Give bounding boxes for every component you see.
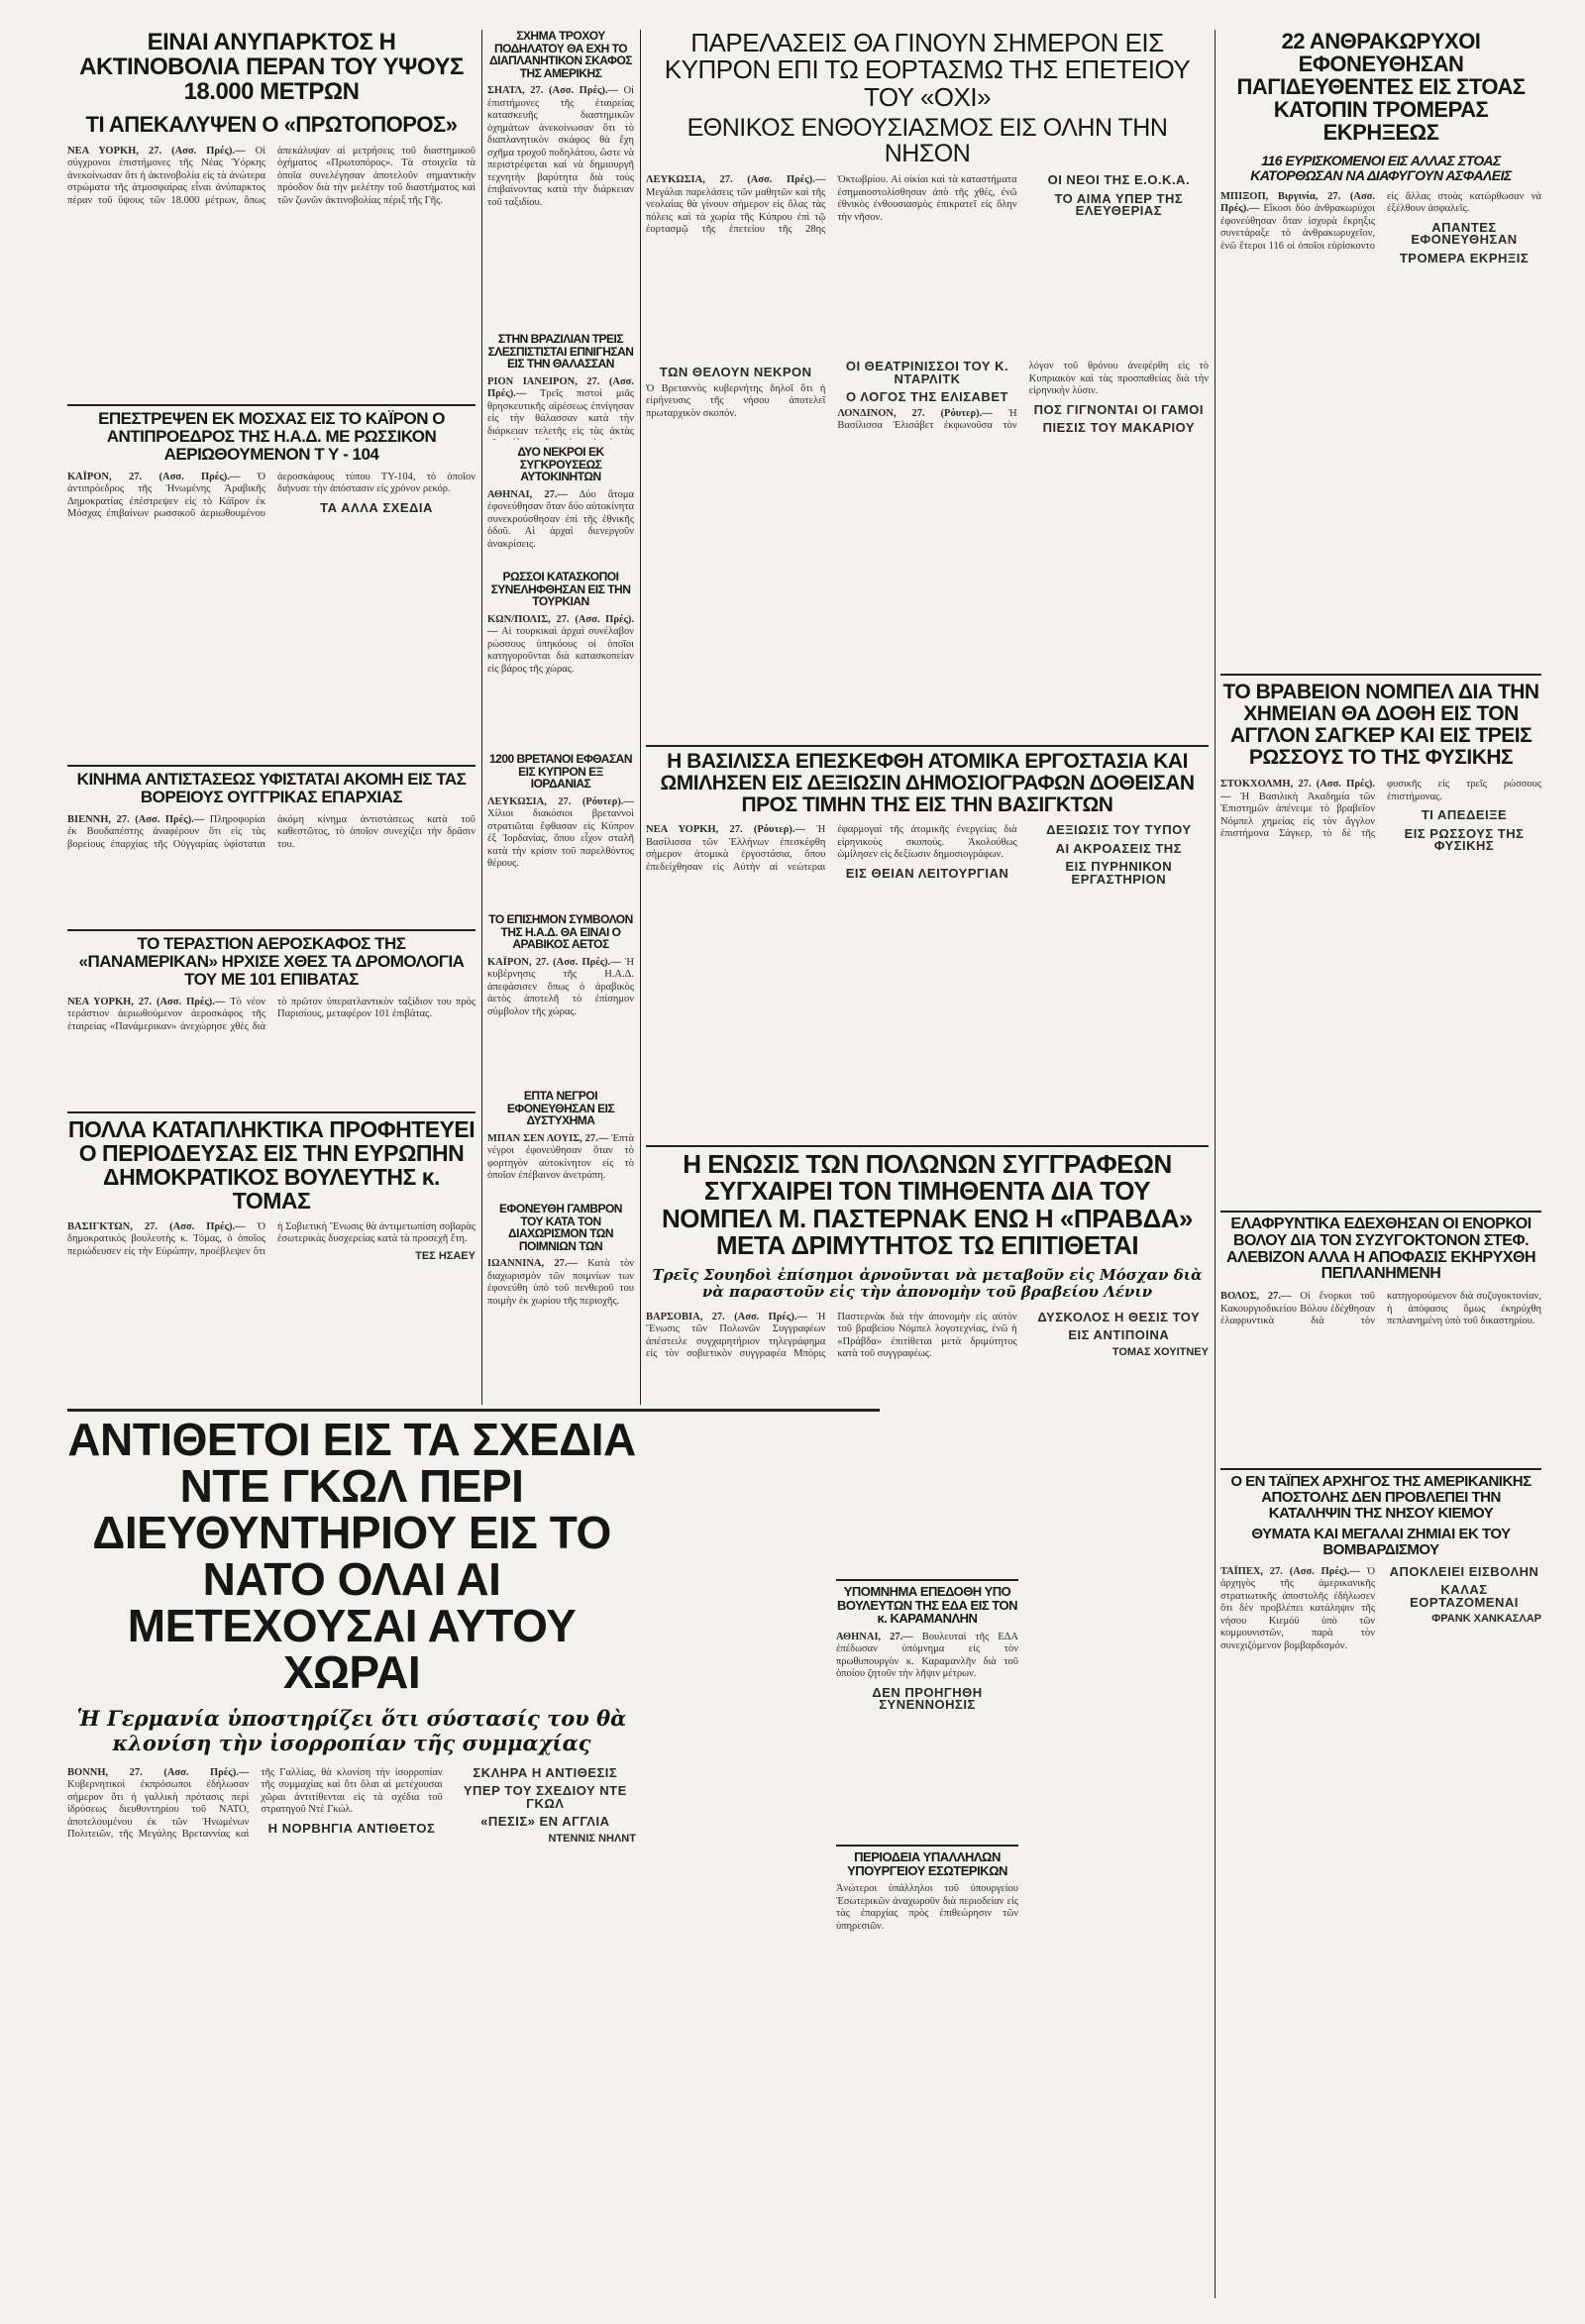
body-text: Ἡ Βασίλισσα Ἐλισάβετ ἐκφωνοῦσα τὸν λόγον τοῦ θρόνου ἀνεφέρθη εἰς τὸ Κυπριακὸν καὶ τὰς προσπαθείας διὰ τὴν εἰρηνικὴν λύσιν.	[837, 361, 1209, 431]
subhead: ΑΙ ΑΚΡΟΑΣΕΙΣ ΤΗΣ	[1055, 840, 1182, 856]
divider	[67, 929, 476, 931]
subhead: Ο ΛΟΓΟΣ ΤΗΣ ΕΛΙΣΑΒΕΤ	[846, 389, 1008, 404]
dateline: ΝΕΑ ΥΟΡΚΗ, 27. (Ρόυτερ).—	[646, 824, 806, 836]
article-cyprus	[646, 30, 1209, 357]
headline: Η ΒΑΣΙΛΙΣΣΑ ΕΠΕΣΚΕΦΘΗ ΑΤΟΜΙΚΑ ΕΡΓΟΣΤΑΣΙΑ ΚΑΙ ΩΜΙΛΗΣΕΝ ΕΙΣ ΔΕΞΙΩΣΙΝ ΔΗΜΟΣΙΟΓΡΑΦΩΝ ΔΟΘΕΙΣΑΝ ΠΡΟΣ ΤΙΜΗΝ ΤΗΣ ΕΙΣ ΤΗΝ ΒΑΣΙΓΚΤΩΝ	[660, 751, 1195, 817]
article-body	[836, 1632, 1018, 1712]
article-nato	[67, 1417, 636, 2298]
subhead: ΕΙΣ ΡΩΣΣΟΥΣ ΤΗΣ ΦΥΣΙΚΗΣ	[1404, 825, 1525, 854]
body-text: Αἱ τουρκικαὶ ἀρχαὶ συνέλαβον ρώσσους ὑπηκόους οἱ ὁποῖοι κατηγοροῦνται διὰ κατασκοπείαν εἰς βάρος τῆς χώρας.	[487, 626, 634, 675]
subhead: ΥΠΕΡ ΤΟΥ ΣΧΕΔΙΟΥ ΝΤΕ ΓΚΩΛ	[463, 1783, 627, 1811]
article-british	[487, 753, 634, 907]
headline: ΕΦΟΝΕΥΘΗ ΓΑΜΒΡΟΝ ΤΟΥ ΚΑΤΑ ΤΟΝ ΔΙΑΧΩΡΙΣΜΟΝ ΤΩΝ ΠΟΙΜΝΙΩΝ ΤΩΝ	[499, 1203, 622, 1253]
column-rule	[481, 30, 482, 1405]
article-wheel	[487, 30, 634, 327]
subhead: ΑΠΑΝΤΕΣ ΕΦΟΝΕΥΘΗΣΑΝ	[1411, 219, 1518, 248]
dateline: ΒΟΝΝΗ, 27. (Ασσ. Πρές).—	[67, 1766, 250, 1778]
body-text: Ἑπτὰ νέγροι ἐφονεύθησαν ὅταν τὸ φορτηγὸν αὐτοκίνητον εἰς τὸ ὁποῖον ἐπέβαινον ἀνετράπη.	[487, 1132, 634, 1182]
headline: ΠΟΛΛΑ ΚΑΤΑΠΛΗΚΤΙΚΑ ΠΡΟΦΗΤΕΥΕΙ Ο ΠΕΡΙΟΔΕΥΣΑΣ ΕΙΣ ΤΗΝ ΕΥΡΩΠΗΝ ΔΗΜΟΚΡΑΤΙΚΟΣ ΒΟΥΛΕΥΤΗΣ κ. ΤΟΜΑΣ	[67, 1117, 476, 1215]
article-body	[646, 361, 1209, 737]
body-text: Ἡ κυβέρνησις τῆς Η.Α.Δ. ἀπεφάσισεν ὅπως ὁ ἀραβικὸς ἀετὸς ἀποτελῆ τὸ ἐπίσημον σύμβολον τῆς χώρας.	[487, 956, 634, 1017]
article-spies	[487, 571, 634, 747]
divider	[67, 1111, 476, 1113]
article-body	[67, 1764, 636, 2298]
article-negroes	[487, 1090, 634, 1197]
headline: ΤΟ ΤΕΡΑΣΤΙΟΝ ΑΕΡΟΣΚΑΦΟΣ ΤΗΣ «ΠΑΝΑΜΕΡΙΚΑΝ» ΗΡΧΙΣΕ ΧΘΕΣ ΤΑ ΔΡΟΜΟΛΟΓΙΑ ΤΟΥ ΜΕ 101 ΕΠΙΒΑΤΑΣ	[78, 935, 465, 989]
dateline: ΛΟΝΔΙΝΟΝ, 27. (Ρόυτερ).—	[837, 407, 993, 419]
article-taipei	[1220, 1474, 1541, 2298]
headline: ΑΝΤΙΘΕΤΟΙ ΕΙΣ ΤΑ ΣΧΕΔΙΑ ΝΤΕ ΓΚΩΛ ΠΕΡΙ ΔΙΕΥΘΥΝΤΗΡΙΟΥ ΕΙΣ ΤΟ ΝΑΤΟ ΟΛΑΙ ΑΙ ΜΕΤΕΧΟΥΣΑΙ ΑΥΤΟΥ ΧΩΡΑΙ	[67, 1417, 636, 1698]
article-body	[67, 814, 476, 919]
subhead: ΣΚΛΗΡΑ Η ΑΝΤΙΘΕΣΙΣ	[473, 1764, 618, 1780]
divider	[646, 745, 1209, 747]
subhead: ΤΩΝ ΘΕΛΟΥΝ ΝΕΚΡΟΝ	[659, 365, 812, 379]
article-radiation	[67, 30, 476, 402]
article-brazil	[487, 333, 634, 440]
dateline: ΝΕΑ ΥΟΡΚΗ, 27. (Ασσ. Πρές).—	[67, 145, 246, 157]
dateline: ΒΙΕΝΝΗ, 27. (Ασσ. Πρές).—	[67, 813, 205, 825]
headline: ΣΤΗΝ ΒΡΑΖΙΛΙΑΝ ΤΡΕΙΣ ΣΛΕΣΠΙΣΤΙΣΤΑΙ ΕΠΝΙΓΗΣΑΝ ΕΙΣ ΤΗΝ ΘΑΛΑΣΣΑΝ	[487, 333, 634, 371]
headline: ΠΕΡΙΟΔΕΙΑ ΥΠΑΛΛΗΛΩΝ ΥΠΟΥΡΓΕΙΟΥ ΕΣΩΤΕΡΙΚΩΝ	[847, 1849, 1007, 1878]
body-text: Ἀνώτεροι ὑπάλληλοι τοῦ ὑπουργείου Ἐσωτερικῶν ἀναχωροῦν διὰ περιοδείαν εἰς τὰς ἐπαρχίας πρὸς ἐπιθεώρησιν τῶν ὑπηρεσιῶν.	[836, 1883, 1018, 1932]
dateline: ΜΠΑΝ ΣΕΝ ΛΟΥΙΣ, 27.—	[487, 1132, 609, 1144]
article-shepherds	[487, 1203, 634, 1405]
article-body	[1220, 191, 1541, 627]
dateline: ΜΠΙΞΟΠ, Βιργινία, 27. (Ασσ. Πρές).—	[1220, 190, 1375, 215]
dateline: ΛΕΥΚΩΣΙΑ, 27. (Ασσ. Πρές).—	[646, 174, 826, 186]
divider	[1220, 674, 1541, 676]
dateline: ΒΑΡΣΟΒΙΑ, 27. (Ασσ. Πρές).—	[646, 1311, 807, 1322]
divider	[1220, 1211, 1541, 1213]
body-text: Χίλιοι διακόσιοι βρεταννοὶ στρατιῶται ἔφθασαν εἰς Κύπρον ἐξ Ἰορδανίας, ὅπου εἶχον σταλῆ κατὰ τὴν κρίσιν τοῦ παρελθόντος θέρους.	[487, 808, 634, 870]
subhead: ΟΙ ΝΕΟΙ ΤΗΣ Ε.Ο.Κ.Α.	[1047, 172, 1191, 188]
article-body	[1220, 779, 1541, 1175]
dateline: ΙΩΑΝΝΙΝΑ, 27.—	[487, 1258, 578, 1270]
article-eagle	[487, 913, 634, 1084]
article-officials	[836, 1845, 1018, 2064]
body-text: Πληροφορίαι ἐκ Βουδαπέστης ἀναφέρουν ὅτι εἰς τὰς βορείους ἐπαρχίας τῆς Οὐγγαρίας ὑφίσταται ἀκόμη κίνημα ἀντιστάσεως κατὰ τοῦ καθεστῶτος, τὸ ὁποῖον συνεχίζει τὴν δρᾶσιν του.	[67, 813, 476, 850]
deck: ΕΘΝΙΚΟΣ ΕΝΘΟΥΣΙΑΣΜΟΣ ΕΙΣ ΟΛΗΝ ΤΗΝ ΝΗΣΟΝ	[687, 113, 1168, 168]
subhead: ΕΙΣ ΠΥΡΗΝΙΚΟΝ ΕΡΓΑΣΤΗΡΙΟΝ	[1065, 859, 1173, 887]
article-miners	[1220, 30, 1541, 664]
subhead: ΔΕΞΙΩΣΙΣ ΤΟΥ ΤΥΠΟΥ	[1046, 822, 1192, 838]
body-text: Οἱ ἐπιστήμονες τῆς ἑταιρείας κατασκευῆς διαστημικῶν ὀχημάτων ἀνεκοίνωσαν ὅτι τὸ διαπλανητικὸν σκάφος θὰ ἔχη σχῆμα τροχοῦ ποδηλάτου, ὥστε νὰ περιστρέφεται καὶ νὰ δημιουργῆ τεχνητὴν βαρύτητα διὰ τοὺς ἐπιβαίνοντας κατὰ τὴν διάρκειαν τοῦ ταξιδίου.	[487, 85, 634, 208]
dateline: ΒΑΣΙΓΚΤΩΝ, 27. (Ασσ. Πρές).—	[67, 1220, 246, 1232]
article-body	[1220, 1563, 1541, 2279]
dateline: ΚΩΝ/ΠΟΛΙΣ, 27. (Ασσ. Πρές).—	[487, 613, 634, 638]
subhead: ΤΡΟΜΕΡΑ ΕΚΡΗΞΙΣ	[1399, 250, 1530, 265]
article-body	[487, 796, 634, 871]
article-elizabeth	[646, 361, 1209, 737]
byline: ΦΡΑΝΚ ΧΑΝΚΑΣΛΑΡ	[1431, 1613, 1541, 1626]
body-text: Μεγάλαι παρελάσεις τῶν μαθητῶν καὶ τῆς νεολαίας θὰ γίνουν σήμερον εἰς ὅλας τὰς πόλεις καὶ τὰ χωρία τῆς Κύπρου ἐπὶ τῷ ἑορτασμῷ τῆς ἐπετείου τῆς 28ης Ὀκτωβρίου. Αἱ οἰκίαι καὶ τὰ καταστήματα ἐσημαιοστολίσθησαν ἀπὸ τῆς χθές, ἐνῶ ἐθνικὸς ἐνθουσιασμὸς ἐπικρατεῖ εἰς ὅλην τὴν νῆσον.	[646, 174, 1017, 236]
body-text: Κατὰ τὸν διαχωρισμὸν τῶν ποιμνίων των ἐφονεύθη ὑπὸ τοῦ πενθεροῦ του ποιμὴν ἐκ χωρίου τῆς περιοχῆς.	[487, 1258, 634, 1307]
article-body	[487, 1258, 634, 1308]
article-body	[487, 85, 634, 209]
deck: Τρεῖς Σουηδοὶ ἐπίσημοι ἀρνοῦνται νὰ μεταβοῦν εἰς Μόσχαν διὰ νὰ παραστοῦν εἰς τὴν ἀπονομὴν τοῦ βραβείου Λένιν	[652, 1266, 1203, 1302]
headline: ΕΙΝΑΙ ΑΝΥΠΑΡΚΤΟΣ Η ΑΚΤΙΝΟΒΟΛΙΑ ΠΕΡΑΝ ΤΟΥ ΥΨΟΥΣ 18.000 ΜΕΤΡΩΝ	[79, 30, 464, 106]
article-body	[487, 489, 634, 552]
article-memo	[836, 1579, 1018, 1839]
byline: ΤΟΜΑΣ ΧΟΥΙΤΝΕΥ	[1111, 1345, 1209, 1358]
body-text: Βουλευταὶ τῆς ΕΔΑ ἐπέδωσαν ὑπόμνημα εἰς τὸν πρωθυπουργὸν κ. Καραμανλῆν διὰ τοῦ ὁποίου ζητοῦν τὴν λῆψιν μέτρων.	[836, 1631, 1018, 1680]
subhead: ΑΠΟΚΛΕΙΕΙ ΕΙΣΒΟΛΗΝ	[1389, 1563, 1539, 1579]
headline: ΡΩΣΣΟΙ ΚΑΤΑΣΚΟΠΟΙ ΣΥΝΕΛΗΦΘΗΣΑΝ ΕΙΣ ΤΗΝ ΤΟΥΡΚΙΑΝ	[490, 571, 631, 609]
article-body	[67, 1221, 476, 1406]
body-text: Ἡ Ἕνωσις τῶν Πολωνῶν Συγγραφέων ἀπέστειλε συγχαρητήριον τηλεγράφημα εἰς τὸν σοβιετικὸν συγγραφέα Μπόρις Παστερνὰκ διὰ τὴν ἀπονομὴν εἰς αὐτὸν τοῦ βραβείου Νόμπελ λογοτεχνίας, ἐνῶ ἡ «Πράβδα» ἐπιτίθεται μετὰ δριμύτητος κατὰ τοῦ συγγραφέως.	[646, 1311, 1017, 1360]
article-body	[646, 1309, 1209, 1569]
headline: ΕΠΤΑ ΝΕΓΡΟΙ ΕΦΟΝΕΥΘΗΣΑΝ ΕΙΣ ΔΥΣΤΥΧΗΜΑ	[506, 1090, 615, 1128]
subhead: ΤΙ ΑΠΕΔΕΙΞΕ	[1421, 807, 1508, 823]
article-nobel	[1220, 682, 1541, 1197]
article-body	[487, 1133, 634, 1183]
subhead: «ΠΕΣΙΣ» ΕΝ ΑΓΓΛΙΑ	[480, 1814, 610, 1830]
body-text: Ἡ Βασίλισσα τῶν Ἑλλήνων ἐπεσκέφθη σήμερον ἀτομικὰ ἐργοστάσια, ὅπου ἐπεδείχθησαν εἰς Αὐτὴν αἱ νεώτεραι ἐφαρμογαὶ τῆς ἀτομικῆς ἐνεργείας διὰ εἰρηνικοὺς σκοπούς. Ἀκολούθως ὡμίλησεν εἰς δεξίωσιν δημοσιογράφων.	[646, 824, 1017, 873]
body-text: Τρεῖς πιστοὶ μιᾶς θρησκευτικῆς αἱρέσεως ἐπνίγησαν εἰς τὴν θάλασσαν κατὰ τὴν διάρκειαν τελετῆς εἰς τὰς ἀκτὰς	[487, 388, 634, 437]
body-text: Ὁ δημοκρατικὸς βουλευτὴς κ. Τόμας, ὁ ὁποῖος περιώδευσεν εἰς τὴν Εὐρώπην, προέβλεψεν ὅτι ἡ Σοβιετικὴ Ἕνωσις θὰ ἀντιμετωπίση σοβαρὰς ἐσωτερικὰς δυσχερείας κατὰ τὰ προσεχῆ ἔτη.	[67, 1220, 476, 1257]
article-hungary	[67, 771, 476, 927]
body-text: Κυβερνητικοὶ ἐκπρόσωποι ἐδήλωσαν σήμερον ὅτι ἡ γαλλικὴ πρότασις περὶ ἱδρύσεως διευθυντηρίου τοῦ ΝΑΤΟ, ἀποτελουμένου ἐκ τῶν Ἡνωμένων Πολιτειῶν, τῆς Μεγάλης Βρεταννίας καὶ τῆς Γαλλίας, θὰ κλονίση τὴν ἰσορροπίαν τῆς συμμαχίας καὶ ὅτι ὅλαι αἱ μετέχουσαι χῶραι ἀντιτίθενται εἰς τὰ σχέδια τοῦ στρατηγοῦ Ντὲ Γκώλ.	[67, 1766, 443, 1841]
article-body	[67, 997, 476, 1109]
article-thomas	[67, 1117, 476, 1407]
body-text: Τὸ νέον τεράστιον ἀεριωθούμενον ἀεροσκάφος τῆς ἑταιρείας «Πανάμερικαν» ἀνεχώρησε χθὲς διὰ τὸ πρῶτον ὑπερατλαντικὸν ταξίδιον του πρὸς Παρισίους, μεταφέρον 101 ἐπιβάτας.	[67, 996, 476, 1032]
article-body	[67, 146, 476, 402]
headline: ΣΧΗΜΑ ΤΡΟΧΟΥ ΠΟΔΗΛΑΤΟΥ ΘΑ ΕΧΗ ΤΟ ΔΙΑΠΛΑΝΗΤΙΚΟΝ ΣΚΑΦΟΣ ΤΗΣ ΑΜΕΡΙΚΗΣ	[488, 30, 632, 80]
dateline: ΤΑΪΠΕΧ, 27. (Ασσ. Πρές).—	[1220, 1565, 1360, 1577]
body-text: Δύο ἄτομα ἐφονεύθησαν ὅταν δύο αὐτοκίνητα συνεκρούσθησαν ἐπὶ τῆς ἐθνικῆς ὁδοῦ. Αἱ ἀρχαὶ διενεργοῦν ἀνακρίσεις.	[487, 488, 634, 550]
dateline: ΒΟΛΟΣ, 27.—	[1220, 1291, 1292, 1303]
divider	[67, 404, 476, 406]
article-queen	[646, 751, 1209, 1137]
dateline: ΝΕΑ ΥΟΡΚΗ, 27. (Ασσ. Πρές).—	[67, 996, 226, 1007]
article-body	[646, 174, 1209, 357]
headline: Η ΕΝΩΣΙΣ ΤΩΝ ΠΟΛΩΝΩΝ ΣΥΓΓΡΑΦΕΩΝ ΣΥΓΧΑΙΡΕΙ ΤΟΝ ΤΙΜΗΘΕΝΤΑ ΔΙΑ ΤΟΥ ΝΟΜΠΕΛ Μ. ΠΑΣΤΕΡΝΑΚ ΕΝΩ Η «ΠΡΑΒΔΑ» ΜΕΤΑ ΔΡΙΜΥΤΗΤΟΣ ΤΩ ΕΠΙΤΙΘΕΤΑΙ	[661, 1151, 1194, 1260]
dateline: ΣΤΟΚΧΟΛΜΗ, 27. (Ασσ. Πρές).—	[1220, 779, 1375, 802]
article-body	[646, 824, 1209, 1109]
article-body	[487, 614, 634, 677]
subhead: ΕΙΣ ΘΕΙΑΝ ΛΕΙΤΟΥΡΓΙΑΝ	[845, 865, 1009, 881]
subhead: ΟΙ ΘΕΑΤΡΙΝΙΣΣΟΙ ΤΟΥ Κ. ΝΤΑΡΛΙΤΚ	[845, 361, 1009, 386]
subhead: ΕΙΣ ΑΝΤΙΠΟΙΝΑ	[1068, 1327, 1170, 1343]
byline: ΤΕΣ ΗΣΑΕΥ	[415, 1249, 476, 1262]
article-moscow	[67, 410, 476, 763]
subhead: ΤΟ ΑΙΜΑ ΥΠΕΡ ΤΗΣ ΕΛΕΥΘΕΡΙΑΣ	[1054, 190, 1184, 219]
headline: ΤΟ ΕΠΙΣΗΜΟΝ ΣΥΜΒΟΛΟΝ ΤΗΣ Η.Α.Δ. ΘΑ ΕΙΝΑΙ Ο ΑΡΑΒΙΚΟΣ ΑΕΤΟΣ	[488, 913, 633, 952]
body-text: Εἴκοσι δύο ἀνθρακωρύχοι ἐφονεύθησαν ὅταν ἰσχυρὰ ἔκρηξις συνετάραξε τὸ ἀνθρακωρυχεῖον, ἐνῶ ἕτεροι 116 οἱ ὁποῖοι εὑρίσκοντο εἰς ἄλλας στοὰς κατώρθωσαν νὰ ἐξέλθουν ἀσφαλεῖς.	[1220, 190, 1541, 252]
article-body	[487, 957, 634, 1019]
dateline: ΑΘΗΝΑΙ, 27.—	[836, 1631, 913, 1642]
byline: ΝΤΕΝΝΙΣ ΝΗΛΝΤ	[548, 1832, 636, 1845]
article-jurors	[1220, 1216, 1541, 1464]
headline: ΥΠΟΜΝΗΜΑ ΕΠΕΔΟΘΗ ΥΠΟ ΒΟΥΛΕΥΤΩΝ ΤΗΣ ΕΔΑ ΕΙΣ ΤΟΝ κ. ΚΑΡΑΜΑΝΛΗΝ	[837, 1584, 1017, 1627]
headline: ΤΟ ΒΡΑΒΕΙΟΝ ΝΟΜΠΕΛ ΔΙΑ ΤΗΝ ΧΗΜΕΙΑΝ ΘΑ ΔΟΘΗ ΕΙΣ ΤΟΝ ΑΓΓΛΟΝ ΣΑΓΚΕΡ ΚΑΙ ΕΙΣ ΤΡΕΙΣ ΡΩΣΣΟΥΣ ΤΟ ΤΗΣ ΦΥΣΙΚΗΣ	[1222, 682, 1539, 770]
headline: 1200 ΒΡΕΤΑΝΟΙ ΕΦΘΑΣΑΝ ΕΙΣ ΚΥΠΡΟΝ ΕΞ ΙΟΡΔΑΝΙΑΣ	[488, 753, 633, 792]
column-rule	[640, 30, 641, 1405]
headline: ΠΑΡΕΛΑΣΕΙΣ ΘΑ ΓΙΝΟΥΝ ΣΗΜΕΡΟΝ ΕΙΣ ΚΥΠΡΟΝ ΕΠΙ ΤΩ ΕΟΡΤΑΣΜΩ ΤΗΣ ΕΠΕΤΕΙΟΥ ΤΟΥ «ΟΧΙ»	[664, 30, 1191, 112]
subhead: ΠΙΕΣΙΣ ΤΟΥ ΜΑΚΑΡΙΟΥ	[1042, 420, 1196, 435]
dateline: ΚΑΪΡΟΝ, 27. (Ασσ. Πρές).—	[67, 471, 241, 482]
dateline: ΛΕΥΚΩΣΙΑ, 27. (Ρόυτερ).—	[487, 795, 634, 807]
deck: ΤΙ ΑΠΕΚΑΛΥΨΕΝ Ο «ΠΡΩΤΟΠΟΡΟΣ»	[85, 111, 458, 137]
subhead: ΔΥΣΚΟΛΟΣ Η ΘΕΣΙΣ ΤΟΥ	[1037, 1309, 1201, 1324]
body-text: Ὁ ἀντιπρόεδρος τῆς Ἡνωμένης Ἀραβικῆς Δημοκρατίας ἐπέστρεψεν εἰς τὸ Κάϊρον ἐκ Μόσχας ἐπιβαίνων ρωσσικοῦ ἀεριωθουμένου ἀεροσκάφους τύπου ΤΥ-104, τὸ ὁποῖον διήνυσε τὴν ἀπόστασιν εἰς χρόνον ρεκόρ.	[67, 471, 476, 520]
headline: ΕΠΕΣΤΡΕΨΕΝ ΕΚ ΜΟΣΧΑΣ ΕΙΣ ΤΟ ΚΑΪΡΟΝ Ο ΑΝΤΙΠΡΟΕΔΡΟΣ ΤΗΣ Η.Α.Δ. ΜΕ ΡΩΣΣΙΚΟΝ ΑΕΡΙΩΘΟΥΜΕΝΟΝ Τ Υ - 104	[98, 410, 445, 464]
divider	[67, 765, 476, 767]
dateline: ΚΑΪΡΟΝ, 27. (Ασσ. Πρές).—	[487, 956, 621, 968]
article-body	[1220, 1291, 1541, 1459]
body-text: Οἱ ἔνορκοι τοῦ Κακουργιοδικείου Βόλου ἐδέχθησαν ἐλαφρυντικὰ διὰ τὸν κατηγορούμενον διὰ συζυγοκτονίαν, ἡ ἀπόφασις ὅμως ἐκηρύχθη πεπλανημένη ὑπὸ τοῦ δικαστηρίου.	[1220, 1291, 1541, 1327]
subhead: ΤΑ ΑΛΛΑ ΣΧΕΔΙΑ	[320, 499, 433, 515]
headline-top	[1220, 30, 1541, 144]
body-text: Ὁ Βρεταννὸς κυβερνήτης δηλοῖ ὅτι ἡ εἰρήνευσις τῆς νήσου ἀποτελεῖ πρωταρχικὸν σκοπόν.	[646, 382, 826, 419]
article-autos	[487, 446, 634, 565]
body-text: Οἱ σύγχρονοι ἐπιστήμονες τῆς Νέας Ὑόρκης ἀνεκοίνωσαν ὅτι ἡ ἀκτινοβολία εἰς τὰ ἀνώτερα στρώματα τῆς ἀτμοσφαίρας εἶναι ἀνύπαρκτος πέραν τοῦ ὕψους τῶν 18.000 μέτρων, ὅπως ἀπεκάλυψαν αἱ μετρήσεις τοῦ διαστημικοῦ ὀχήματος «Πρωτοπόρος». Τὰ στοιχεῖα τὰ ὁποῖα συνελέγησαν ἀποτελοῦν σημαντικὴν πρόοδον διὰ τὴν μελέτην τοῦ διαστήματος καὶ τῶν ζωνῶν ἀκτινοβολίας πέριξ τῆς Γῆς.	[67, 145, 476, 206]
headline: 22 ΑΝΘΡΑΚΩΡΥΧΟΙ ΕΦΟΝΕΥΘΗΣΑΝ ΠΑΓΙΔΕΥΘΕΝΤΕΣ ΕΙΣ ΣΤΟΑΣ ΚΑΤΟΠΙΝ ΤΡΟΜΕΡΑΣ ΕΚΡΗΞΕΩΣ	[1236, 30, 1526, 146]
dateline: ΡΙΟΝ ΙΑΝΕΙΡΟΝ, 27. (Ασσ. Πρές).—	[487, 375, 634, 400]
deck: 116 ΕΥΡΙΣΚΟΜΕΝΟΙ ΕΙΣ ΑΛΛΑΣ ΣΤΟΑΣ ΚΑΤΟΡΘΩΣΑΝ ΝΑ ΔΙΑΦΥΓΟΥΝ ΑΣΦΑΛΕΙΣ	[1250, 153, 1512, 184]
subhead: Η ΝΟΡΒΗΓΙΑ ΑΝΤΙΘΕΤΟΣ	[267, 1820, 436, 1836]
headline: ΔΥΟ ΝΕΚΡΟΙ ΕΚ ΣΥΓΚΡΟΥΣΕΩΣ ΑΥΤΟΚΙΝΗΤΩΝ	[517, 446, 604, 484]
divider	[1220, 1468, 1541, 1470]
article-body	[487, 376, 634, 440]
article-panam	[67, 935, 476, 1109]
deck: ΘΥΜΑΤΑ ΚΑΙ ΜΕΓΑΛΑΙ ΖΗΜΙΑΙ ΕΚ ΤΟΥ ΒΟΜΒΑΡΔΙΣΜΟΥ	[1251, 1526, 1511, 1558]
article-body	[67, 472, 476, 761]
dateline: ΑΘΗΝΑΙ, 27.—	[487, 488, 568, 500]
divider	[646, 1145, 1209, 1147]
headline: ΚΙΝΗΜΑ ΑΝΤΙΣΤΑΣΕΩΣ ΥΦΙΣΤΑΤΑΙ ΑΚΟΜΗ ΕΙΣ ΤΑΣ ΒΟΡΕΙΟΥΣ ΟΥΓΓΡΙΚΑΣ ΕΠΑΡΧΙΑΣ	[76, 771, 467, 806]
body-text: Ἡ Βασιλικὴ Ἀκαδημία τῶν Ἐπιστημῶν ἀπένειμε τὸ βραβεῖον Νόμπελ χημείας εἰς τὸν ἄγγλον ἐπιστήμονα Σάγκερ, τὸ δὲ τῆς φυσικῆς εἰς τρεῖς ρώσσους ἐπιστήμονας.	[1220, 779, 1541, 840]
deck: Ἡ Γερμανία ὑποστηρίζει ὅτι σύστασίς του θὰ κλονίση τὴν ἰσορροπίαν τῆς συμμαχίας	[76, 1706, 627, 1755]
subhead: ΠΟΣ ΓΙΓΝΟΝΤΑΙ ΟΙ ΓΑΜΟΙ	[1033, 401, 1204, 417]
headline: Ο ΕΝ ΤΑΪΠΕΧ ΑΡΧΗΓΟΣ ΤΗΣ ΑΜΕΡΙΚΑΝΙΚΗΣ ΑΠΟΣΤΟΛΗΣ ΔΕΝ ΠΡΟΒΛΕΠΕΙ ΤΗΝ ΚΑΤΑΛΗΨΙΝ ΤΗΣ ΝΗΣΟΥ ΚΙΕΜΟΥ	[1230, 1474, 1532, 1522]
article-body	[836, 1883, 1018, 1933]
article-pasternak	[646, 1151, 1209, 2300]
subhead: ΚΑΛΑΣ ΕΟΡΤΑΖΟΜΕΝΑΙ	[1410, 1582, 1519, 1610]
headline: ΕΛΑΦΡΥΝΤΙΚΑ ΕΔΕΧΘΗΣΑΝ ΟΙ ΕΝΟΡΚΟΙ ΒΟΛΟΥ ΔΙΑ ΤΟΝ ΣΥΖΥΓΟΚΤΟΝΟΝ ΣΤΕΦ. ΑΛΕΒΙΖΟΝ ΑΛΛΑ Η ΑΠΟΦΑΣΙΣ ΕΚΗΡΥΧΘΗ ΠΕΠΛΑΝΗΜΕΝΗ	[1225, 1216, 1536, 1283]
dateline: ΣΗΑΤΛ, 27. (Ασσ. Πρές).—	[487, 85, 619, 97]
body-text: Ὁ ἀρχηγὸς τῆς ἀμερικανικῆς στρατιωτικῆς ἀποστολῆς ἐδήλωσεν ὅτι δὲν προβλέπει κατάληψιν τῆς νήσου Κιεμόϋ ὑπὸ τῶν κομμουνιστῶν, παρὰ τὸν συνεχιζόμενον βομβαρδισμόν.	[1220, 1565, 1376, 1651]
subhead: ΔΕΝ ΠΡΟΗΓΗΘΗ ΣΥΝΕΝΝΟΗΣΙΣ	[872, 1684, 983, 1713]
